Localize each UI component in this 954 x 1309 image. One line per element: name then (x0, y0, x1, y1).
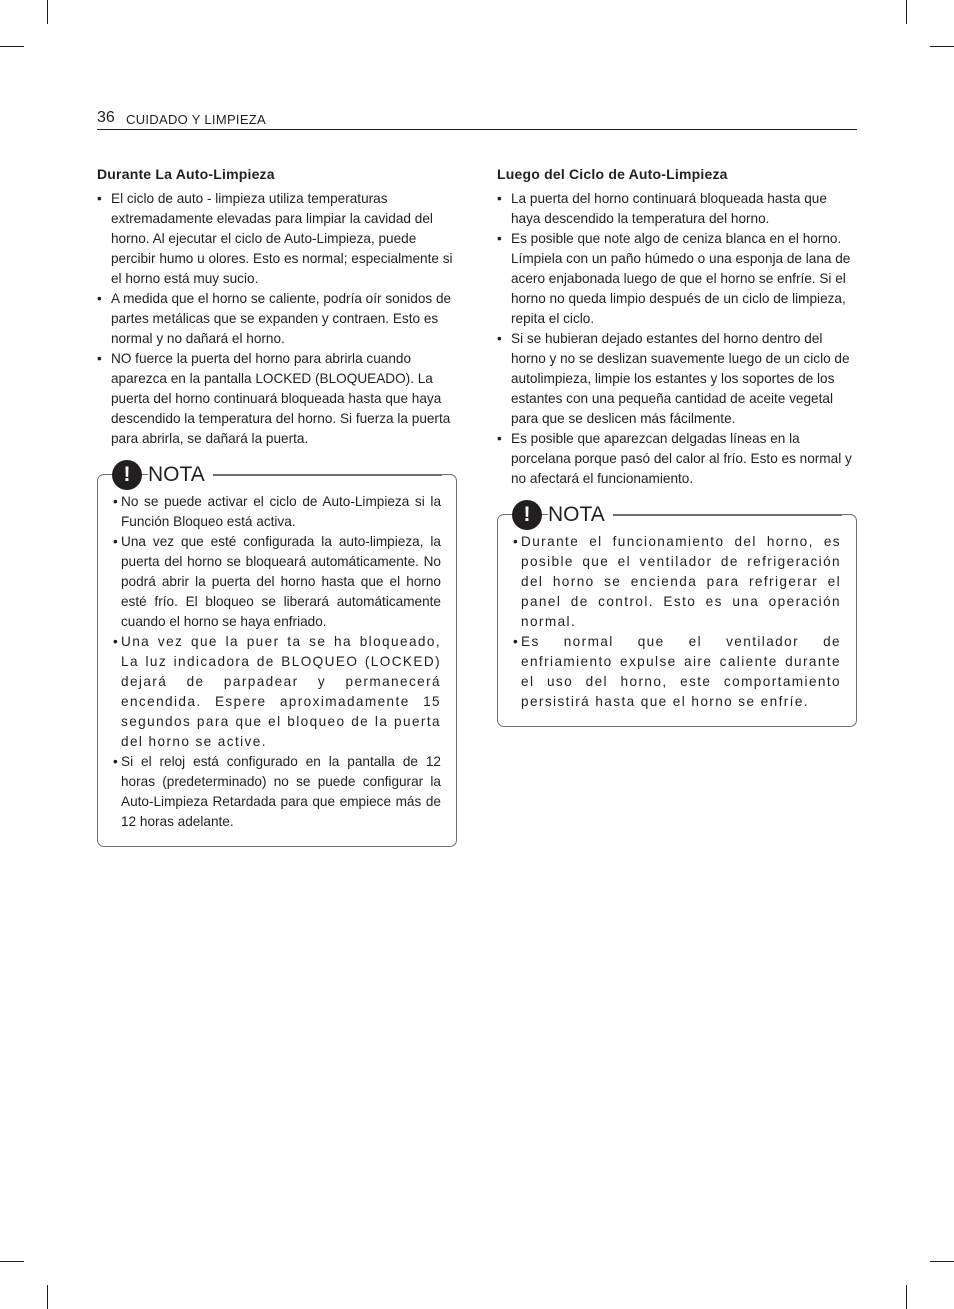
note-header (112, 459, 442, 491)
note-list (513, 532, 841, 712)
section-title: CUIDADO Y LIMPIEZA (126, 112, 267, 127)
list-item-text: La puerta del horno continuará bloqueada hasta que haya descendido la temperatura del horno. (511, 191, 827, 226)
note-header (512, 499, 842, 531)
right-column (497, 166, 857, 727)
note-item: • Es normal que el ventilador de enfriamiento expulse aire caliente durante el uso del horno, este comportamiento persistirá hasta que el horno se enfríe. (513, 634, 841, 709)
note-item: • Durante el funcionamiento del horno, es posible que el ventilador de refrigeración del horno se encienda para refrigerar el panel de control. Esto es una operación normal. (513, 534, 841, 629)
list-item-text: A medida que el horno se caliente, podría oír sonidos de partes metálicas que se expanden y contraen. Esto es normal y no dañará el horno. (111, 291, 452, 346)
list-item: • El ciclo de auto - limpieza utiliza temperaturas extremadamente elevadas para limpiar la cavidad del horno. Al ejecutar el ciclo de Auto-Limpieza, puede percibir humo u olores. Esto es normal; especialmente si el horno está muy sucio. (97, 191, 453, 286)
page-header (97, 108, 857, 130)
note-list (113, 492, 441, 832)
crop-mark (0, 46, 24, 47)
list-item: • Si se hubieran dejado estantes del horno dentro del horno y no se deslizan suavemente luego de un ciclo de autolimpieza, limpie los estantes y los soportes de los estantes con una pequeña cantidad de aceite vegetal para que se deslicen más fácilmente. (497, 331, 850, 426)
note-item-text: Durante el funcionamiento del horno, es posible que el ventilador de refrigeración del horno se encienda para refrigerar el panel de control. Esto es una operación normal. (521, 534, 841, 629)
list-item-text: Es posible que note algo de ceniza blanca en el horno. Límpiela con un paño húmedo o una esponja de lana de acero enjabonada luego de que el horno se enfríe. Si el horno no queda limpio después de un ciclo de limpieza, repita el ciclo. (511, 231, 851, 326)
note-item: • Una vez que la puer ta se ha bloqueado, La luz indicadora de BLOQUEO (LOCKED) dejará de parpadear y permanecerá encendida. Espere aproximadamente 15 segundos para que el bloqueo de la puerta del horno se active. (113, 634, 441, 749)
crop-mark (906, 0, 907, 24)
note-item-text: Es normal que el ventilador de enfriamiento expulse aire caliente durante el uso del horno, este comportamiento persistirá hasta que el horno se enfríe. (521, 634, 841, 709)
note-item-text: No se puede activar el ciclo de Auto-Limpieza si la Función Bloqueo está activa. (121, 494, 441, 529)
section-heading: Luego del Ciclo de Auto-Limpieza (497, 166, 728, 182)
list-item: • NO fuerce la puerta del horno para abrirla cuando aparezca en la pantalla LOCKED (BLOQUEADO). La puerta del horno continuará bloqueada hasta que haya descendido la temperatura del horno. Si fuerza la puerta para abrirla, se dañará la puerta. (97, 351, 451, 446)
list-item-text: Si se hubieran dejado estantes del horno dentro del horno y no se deslizan suavemente luego de un ciclo de autolimpieza, limpie los estantes y los soportes de los estantes con una pequeña cantidad de aceite vegetal para que se deslicen más fácilmente. (511, 331, 850, 426)
list-item-text: El ciclo de auto - limpieza utiliza temperaturas extremadamente elevadas para limpiar la cavidad del horno. Al ejecutar el ciclo de Auto-Limpieza, puede percibir humo u olores. Esto es normal; especialmente si el horno está muy sucio. (111, 191, 453, 286)
list-item-text: NO fuerce la puerta del horno para abrirla cuando aparezca en la pantalla LOCKED (BLOQUEADO). La puerta del horno continuará bloqueada hasta que haya descendido la temperatura del horno. Si fuerza la puerta para abrirla, se dañará la puerta. (111, 351, 451, 446)
list-item: • Es posible que note algo de ceniza blanca en el horno. Límpiela con un paño húmedo o una esponja de lana de acero enjabonada luego de que el horno se enfríe. Si el horno no queda limpio después de un ciclo de limpieza, repita el ciclo. (497, 231, 851, 326)
bullet-list (97, 189, 457, 449)
bullet-list (497, 189, 857, 489)
crop-mark (930, 46, 954, 47)
crop-mark (47, 1285, 48, 1309)
note-item-text: Una vez que esté configurada la auto-limpieza, la puerta del horno se bloqueará automáticamente. No podrá abrir la puerta del horno hasta que el horno esté frío. El bloqueo se liberará automáticamente cuando el horno se haya enfriado. (121, 534, 441, 629)
list-item-text: Es posible que aparezcan delgadas líneas en la porcelana porque pasó del calor al frío. Esto es normal y no afectará el funcionamiento. (511, 431, 852, 486)
crop-mark (47, 0, 48, 24)
exclamation-icon: ! (512, 500, 542, 530)
page-number: 36 (97, 109, 115, 126)
crop-mark (0, 1261, 24, 1262)
note-title: NOTA (548, 503, 613, 527)
list-item: • La puerta del horno continuará bloqueada hasta que haya descendido la temperatura del horno. (497, 191, 827, 226)
exclamation-icon: ! (112, 460, 142, 490)
note-item: • Si el reloj está configurado en la pantalla de 12 horas (predeterminado) no se puede configurar la Auto-Limpieza Retardada para que empiece más de 12 horas adelante. (113, 754, 441, 829)
divider (213, 475, 442, 476)
crop-mark (906, 1285, 907, 1309)
note-box (497, 503, 857, 727)
list-item: • A medida que el horno se caliente, podría oír sonidos de partes metálicas que se expanden y contraen. Esto es normal y no dañará el horno. (97, 291, 452, 346)
crop-mark (930, 1261, 954, 1262)
note-title: NOTA (148, 463, 213, 487)
note-box (97, 463, 457, 847)
note-item: • No se puede activar el ciclo de Auto-Limpieza si la Función Bloqueo está activa. (113, 494, 441, 529)
left-column (97, 166, 457, 847)
note-item: • Una vez que esté configurada la auto-limpieza, la puerta del horno se bloqueará automáticamente. No podrá abrir la puerta del horno hasta que el horno esté frío. El bloqueo se liberará automáticamente cuando el horno se haya enfriado. (113, 534, 441, 629)
note-item-text: Una vez que la puer ta se ha bloqueado, La luz indicadora de BLOQUEO (LOCKED) dejará de parpadear y permanecerá encendida. Espere aproximadamente 15 segundos para que el bloqueo de la puerta del horno se active. (121, 634, 441, 749)
list-item: • Es posible que aparezcan delgadas líneas en la porcelana porque pasó del calor al frío. Esto es normal y no afectará el funcionamiento. (497, 431, 852, 486)
divider (613, 515, 842, 516)
note-item-text: Si el reloj está configurado en la pantalla de 12 horas (predeterminado) no se puede configurar la Auto-Limpieza Retardada para que empiece más de 12 horas adelante. (121, 754, 441, 829)
section-heading: Durante La Auto-Limpieza (97, 166, 275, 182)
